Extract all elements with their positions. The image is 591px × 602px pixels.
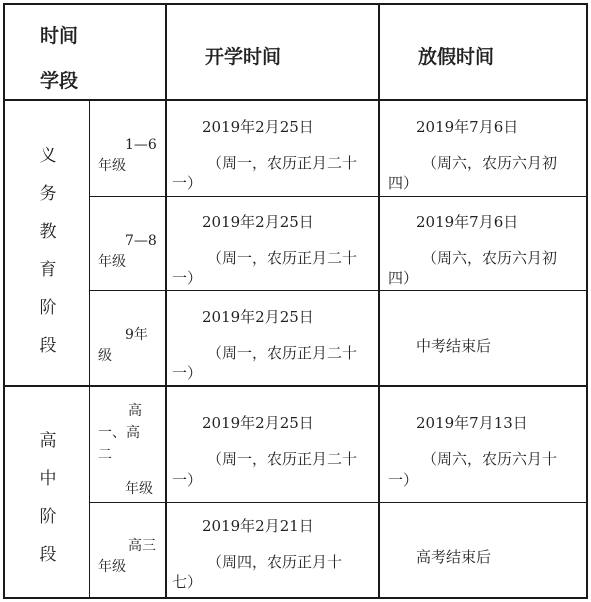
section-divider	[3, 385, 588, 387]
border-right	[586, 3, 588, 599]
section-label-char: 高	[39, 431, 57, 451]
holiday-date: 2019年7月6日	[416, 118, 519, 136]
grade-label: 年级	[98, 158, 126, 174]
holiday-note: 四）	[388, 174, 419, 192]
start-note: （周一，农历正月二十	[207, 249, 358, 267]
grade-label: 1—6	[125, 137, 157, 153]
holiday-note: （周六，农历六月初	[422, 154, 558, 172]
section-label-char: 段	[39, 336, 57, 356]
holiday-date: 2019年7月13日	[416, 414, 528, 432]
holiday-note: 四）	[388, 269, 419, 287]
start-date: 2019年2月25日	[202, 308, 314, 326]
grade-label: 7—8	[125, 233, 157, 249]
section-label-char: 段	[39, 545, 57, 565]
start-note: 一）	[172, 269, 203, 287]
grade-label: 高	[128, 403, 142, 419]
start-note: 一）	[172, 471, 203, 489]
col-divider	[89, 99, 90, 599]
start-note: （周一，农历正月二十	[207, 154, 358, 172]
holiday-note: （周六，农历六月初	[422, 249, 558, 267]
section-label-char: 育	[39, 260, 57, 280]
section-label-high-school	[37, 431, 59, 583]
header-divider	[3, 99, 588, 101]
start-note: （周一，农历正月二十	[207, 450, 358, 468]
corner-header-time: 时间	[40, 25, 79, 47]
start-note: 一）	[172, 364, 203, 382]
grade-label: 高三	[128, 538, 156, 554]
holiday-text: 高考结束后	[416, 548, 492, 566]
grade-label: 年级	[125, 481, 153, 497]
border-bottom	[3, 597, 588, 599]
start-note: （周四，农历正月十	[207, 553, 343, 571]
start-date: 2019年2月25日	[202, 414, 314, 432]
start-note: 七）	[172, 573, 203, 591]
start-date: 2019年2月21日	[202, 517, 314, 535]
section-label-char: 教	[39, 222, 57, 242]
holiday-note: （周六，农历六月十	[422, 450, 558, 468]
start-date: 2019年2月25日	[202, 213, 314, 231]
section-label-char: 阶	[39, 507, 57, 527]
holiday-date: 2019年7月6日	[416, 213, 519, 231]
start-note: （周一，农历正月二十	[207, 344, 358, 362]
holiday-time-header: 放假时间	[418, 46, 495, 68]
section-label-char: 阶	[39, 298, 57, 318]
section-label-char: 务	[39, 184, 57, 204]
grade-label: 年级	[98, 254, 126, 270]
border-left	[3, 3, 5, 599]
corner-header-stage: 学段	[40, 70, 79, 92]
col-divider	[378, 3, 380, 599]
holiday-note: 一）	[388, 471, 419, 489]
grade-label: 一、高	[98, 425, 140, 441]
grade-label: 二	[98, 447, 112, 463]
grade-label: 年级	[98, 559, 126, 575]
col-divider	[165, 3, 167, 599]
start-date: 2019年2月25日	[202, 118, 314, 136]
grade-label: 9年	[125, 327, 148, 343]
start-note: 一）	[172, 174, 203, 192]
section-label-compulsory	[37, 146, 59, 374]
section-label-char: 中	[39, 469, 57, 489]
grade-label: 级	[98, 348, 112, 364]
border-top	[3, 3, 588, 5]
start-time-header: 开学时间	[205, 46, 282, 68]
section-label-char: 义	[39, 146, 57, 166]
holiday-text: 中考结束后	[416, 337, 492, 355]
